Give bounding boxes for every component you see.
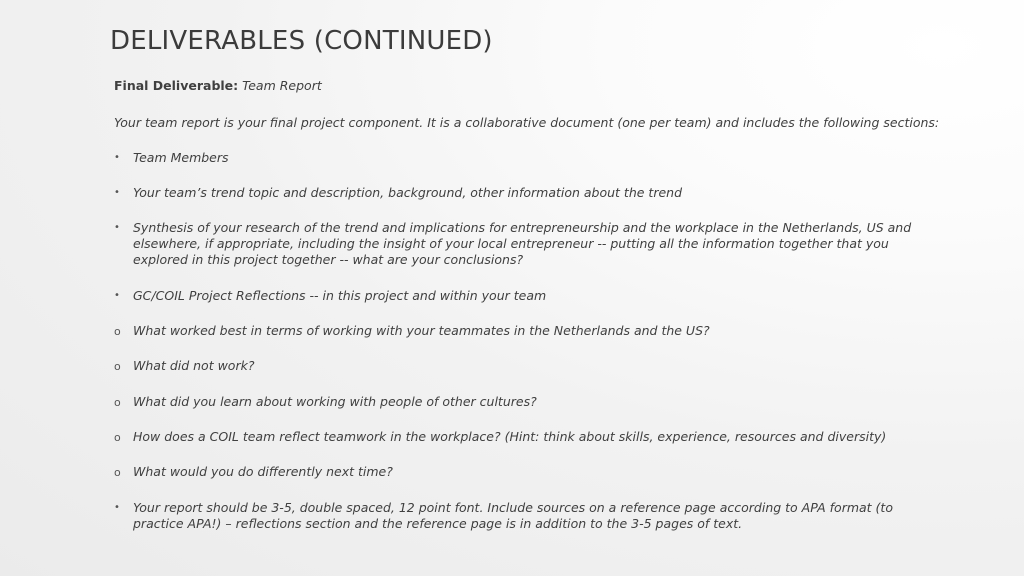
final-deliverable-line — [114, 78, 934, 94]
list-item — [114, 394, 924, 410]
final-deliverable-label: Final Deliverable: — [114, 78, 239, 93]
list-item-text: How does a COIL team reflect teamwork in the workplace? (Hint: think about skills, experience, resources and diversity) — [133, 429, 887, 444]
list-item-text: What did not work? — [133, 358, 255, 373]
list-item-text: What did you learn about working with people of other cultures? — [133, 394, 537, 409]
sub-bullet-icon: o — [114, 396, 121, 409]
list-item — [114, 500, 924, 532]
page-title: DELIVERABLES (CONTINUED) — [110, 26, 493, 56]
sub-bullet-icon: o — [114, 360, 121, 373]
bullet-icon: • — [114, 222, 120, 233]
final-deliverable-value: Team Report — [242, 78, 322, 93]
list-item-text: GC/COIL Project Reflections -- in this project and within your team — [133, 288, 547, 303]
list-item — [114, 185, 924, 201]
list-item-text: What worked best in terms of working with your teammates in the Netherlands and the US? — [133, 323, 710, 338]
slide-body — [114, 78, 940, 531]
list-item-text: Team Members — [133, 150, 229, 165]
list-item — [114, 323, 924, 339]
list-item — [114, 358, 924, 374]
list-item — [114, 429, 924, 445]
list-item — [114, 150, 924, 166]
list-item — [114, 220, 924, 268]
list-item-text: Your report should be 3-5, double spaced, 12 point font. Include sources on a reference page according to APA format (to practice APA!) – reflections section and the reference page is in addition to the 3-5 pages of text. — [133, 500, 893, 531]
sub-bullet-icon: o — [114, 431, 121, 444]
bullet-icon: • — [114, 152, 120, 163]
intro-paragraph: Your team report is your final project component. It is a collaborative document (one per team) and includes the following sections: — [114, 115, 940, 130]
bullet-icon: • — [114, 187, 120, 198]
sub-bullet-icon: o — [114, 466, 121, 479]
bullet-icon: • — [114, 290, 120, 301]
list-item-text: Synthesis of your research of the trend and implications for entrepreneurship and the workplace in the Netherlands, US and elsewhere, if appropriate, including the insight of your local entrepreneur -- putting all the information together that you explored in this project together -- what are your conclusions? — [133, 220, 912, 267]
list-item-text: What would you do differently next time? — [133, 464, 393, 479]
list-item — [114, 464, 924, 480]
bullet-icon: • — [114, 502, 120, 513]
list-item-text: Your team’s trend topic and description, background, other information about the trend — [133, 185, 683, 200]
sub-bullet-icon: o — [114, 325, 121, 338]
list-item — [114, 288, 924, 304]
